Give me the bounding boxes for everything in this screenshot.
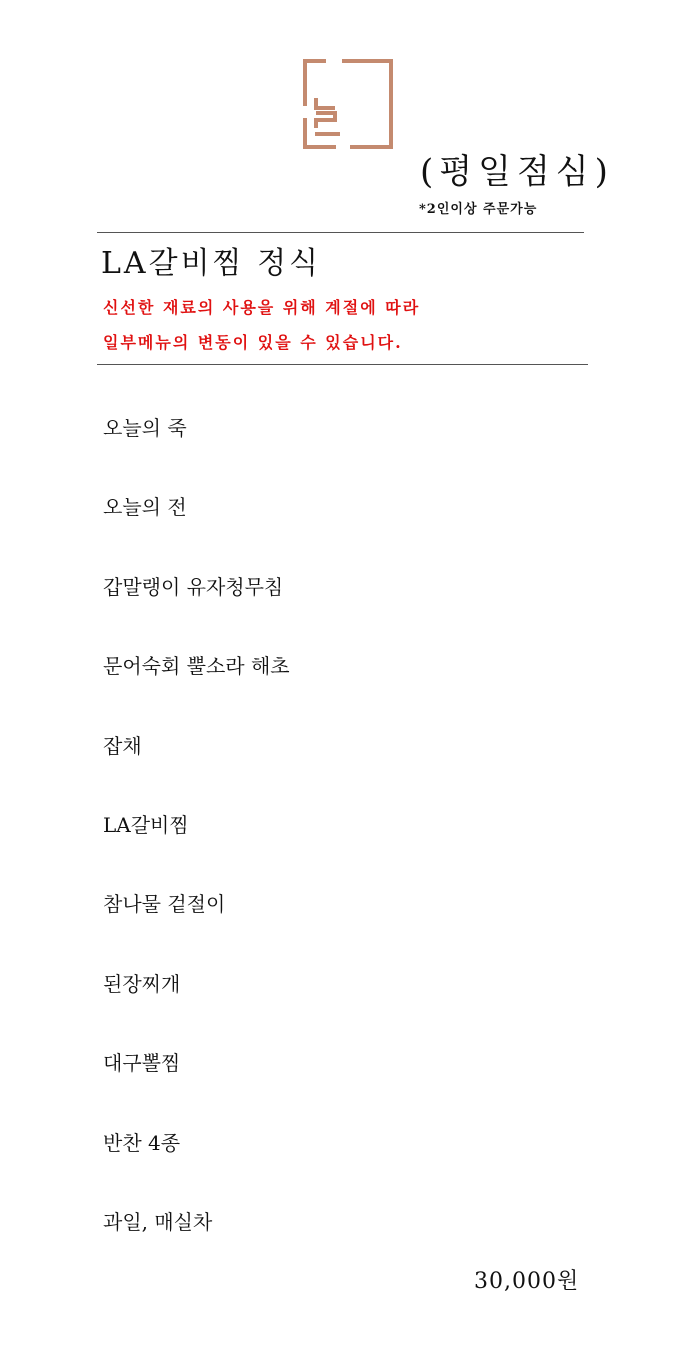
set-price: 30,000원: [474, 1269, 580, 1294]
menu-item: 잡채: [103, 733, 142, 758]
menu-item: 참나물 겉절이: [103, 892, 226, 917]
menu-item: LA갈비찜: [103, 812, 189, 837]
menu-item: 오늘의 전: [103, 495, 187, 520]
menu-item: 반찬 4종: [103, 1130, 181, 1155]
notice-line: 일부메뉴의 변동이 있을 수 있습니다.: [103, 333, 403, 352]
brand-mark-icon: [302, 58, 394, 150]
set-menu-title: LA갈비찜 정식: [101, 246, 322, 281]
menu-list: [103, 414, 290, 1287]
notice-line: 신선한 재료의 사용을 위해 계절에 따라: [103, 298, 421, 317]
page-heading: (평일점심): [420, 152, 614, 192]
menu-item: 과일, 매실차: [103, 1209, 213, 1234]
menu-item: 대구뽈찜: [103, 1051, 181, 1076]
minimum-order-note: *2인이상 주문가능: [419, 202, 538, 217]
divider-bottom: [97, 364, 588, 365]
menu-item: 문어숙회 뿔소라 해초: [103, 654, 290, 679]
menu-item: 갑말랭이 유자청무침: [103, 574, 284, 599]
menu-item: 오늘의 죽: [103, 416, 187, 440]
divider-top: [97, 232, 584, 233]
menu-item: 된장찌개: [103, 971, 181, 996]
